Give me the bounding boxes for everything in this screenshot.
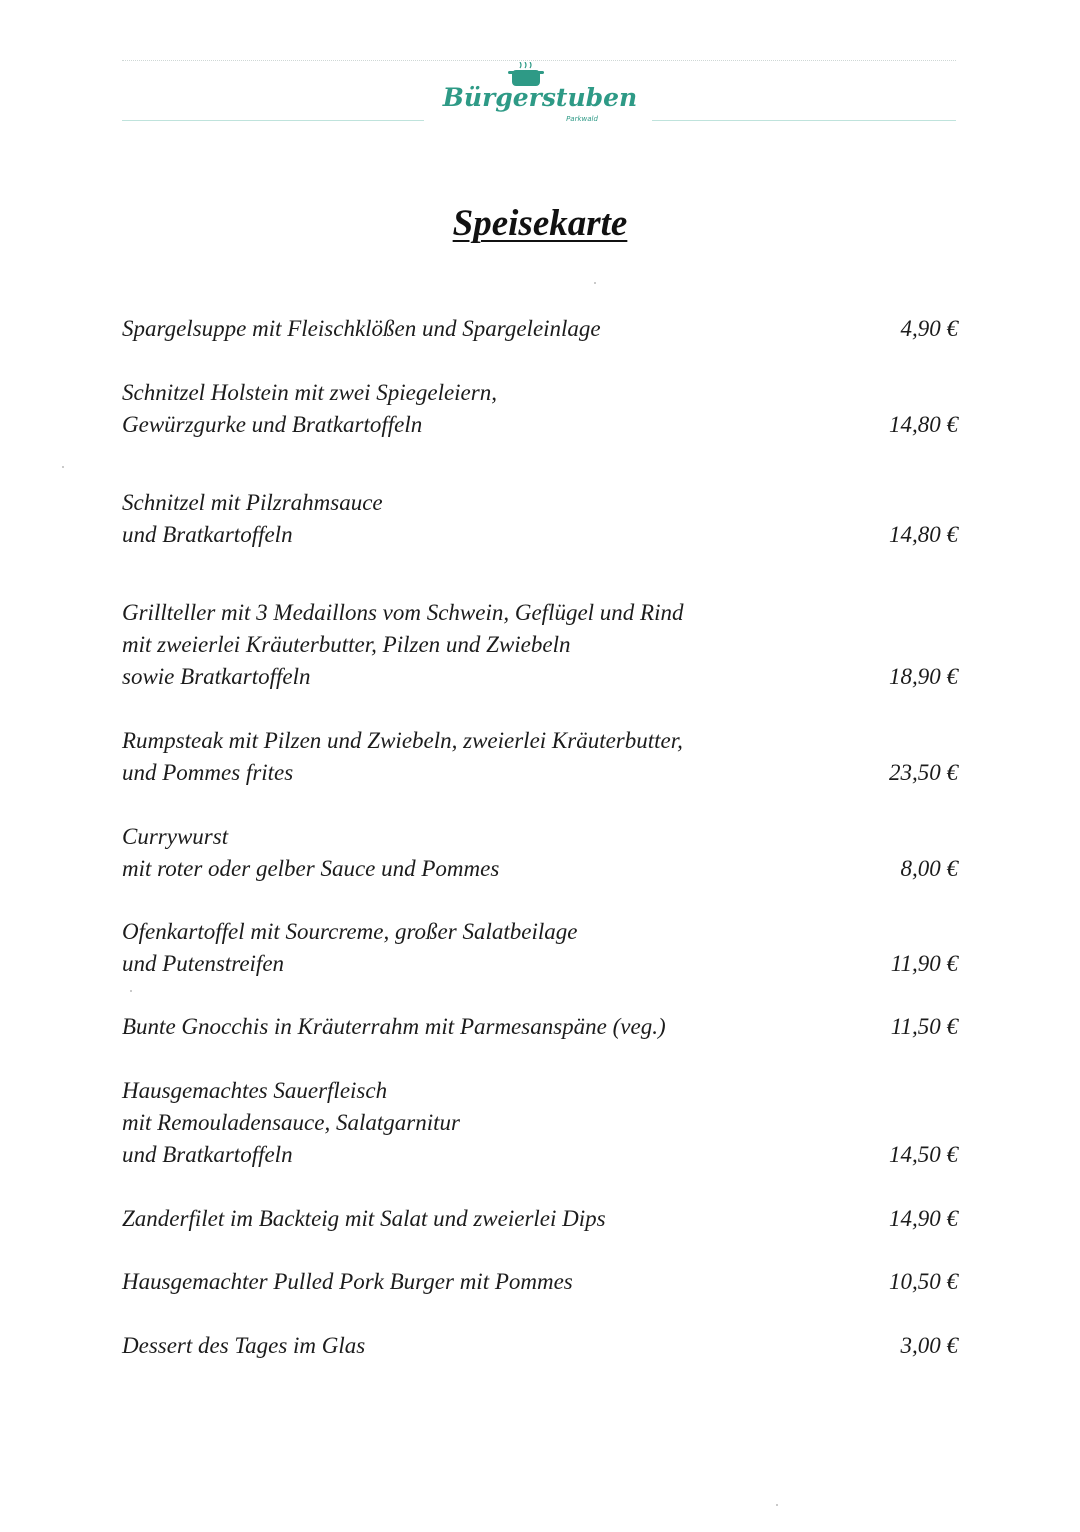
- menu-item-price: 4,90 €: [900, 316, 958, 341]
- logo-text: Bürgerstuben: [442, 83, 638, 112]
- menu-item-description: [122, 725, 822, 789]
- menu-item-description: [122, 1330, 822, 1362]
- scan-speck: [62, 466, 64, 468]
- menu-item-line: und Putenstreifen: [122, 951, 285, 976]
- menu-item-description: [122, 1011, 822, 1043]
- menu-item-price: 18,90 €: [889, 664, 958, 689]
- menu-item-line: und Bratkartoffeln: [122, 1142, 293, 1167]
- menu-item-price: 14,50 €: [889, 1142, 958, 1167]
- menu-item: [122, 1330, 958, 1362]
- menu-item-line: Grillteller mit 3 Medaillons vom Schwein, Geflügel und Rind: [122, 600, 684, 625]
- menu-item-price: 11,90 €: [890, 951, 958, 976]
- menu-item-description: [122, 1203, 822, 1235]
- menu-item-price: 14,80 €: [889, 412, 958, 437]
- menu-item-line: Hausgemachtes Sauerfleisch: [122, 1078, 388, 1103]
- menu-item-price: 14,90 €: [889, 1206, 958, 1231]
- scan-speck: [776, 1504, 778, 1506]
- menu-item-line: Rumpsteak mit Pilzen und Zwiebeln, zweierlei Kräuterbutter,: [122, 728, 683, 753]
- menu-item-line: Spargelsuppe mit Fleischklößen und Spargeleinlage: [122, 316, 601, 341]
- menu-item-line: mit Remouladensauce, Salatgarnitur: [122, 1110, 460, 1135]
- menu-item-description: [122, 313, 822, 345]
- scan-speck: [130, 990, 132, 992]
- menu-item-description: [122, 1075, 822, 1171]
- menu-item-line: mit roter oder gelber Sauce und Pommes: [122, 856, 500, 881]
- menu-item-line: sowie Bratkartoffeln: [122, 664, 311, 689]
- menu-item-description: [122, 1266, 822, 1298]
- menu-item: [122, 725, 958, 789]
- menu-item-line: und Bratkartoffeln: [122, 522, 293, 547]
- menu-item-line: Bunte Gnocchis in Kräuterrahm mit Parmesanspäne (veg.): [122, 1014, 666, 1039]
- menu-item-description: [122, 821, 822, 885]
- menu-item-description: [122, 377, 822, 441]
- menu-item-price: 3,00 €: [900, 1333, 958, 1358]
- menu-item-description: [122, 487, 822, 551]
- menu-item-line: Schnitzel Holstein mit zwei Spiegeleiern,: [122, 380, 497, 405]
- menu-item: [122, 377, 958, 441]
- scan-speck: [594, 282, 596, 284]
- page-title: Speisekarte: [452, 203, 628, 244]
- menu-item-line: Schnitzel mit Pilzrahmsauce: [122, 490, 383, 515]
- menu-item: [122, 821, 958, 885]
- menu-item-line: Gewürzgurke und Bratkartoffeln: [122, 412, 423, 437]
- menu-item-line: Dessert des Tages im Glas: [122, 1333, 366, 1358]
- menu-item-price: 8,00 €: [900, 856, 958, 881]
- menu-item-description: [122, 916, 822, 980]
- menu-item-line: Hausgemachter Pulled Pork Burger mit Pommes: [122, 1269, 573, 1294]
- menu-item-price: 14,80 €: [889, 522, 958, 547]
- menu-item: [122, 1011, 958, 1043]
- menu-item: [122, 1075, 958, 1171]
- menu-item: [122, 1266, 958, 1298]
- menu-item: [122, 313, 958, 345]
- menu-item-line: Zanderfilet im Backteig mit Salat und zweierlei Dips: [122, 1206, 606, 1231]
- menu-item: [122, 1203, 958, 1235]
- menu-item-description: [122, 597, 822, 693]
- header-left-rule: [122, 120, 424, 121]
- menu-item-line: Ofenkartoffel mit Sourcreme, großer Salatbeilage: [122, 919, 578, 944]
- menu-item-line: Currywurst: [122, 824, 229, 849]
- menu-item-line: mit zweierlei Kräuterbutter, Pilzen und Zwiebeln: [122, 632, 571, 657]
- menu-item-line: und Pommes frites: [122, 760, 294, 785]
- menu-item: [122, 597, 958, 693]
- pot-icon: [432, 62, 648, 128]
- logo-subtext: Parkwald: [566, 115, 598, 123]
- menu-item: [122, 916, 958, 980]
- menu-item-price: 10,50 €: [889, 1269, 958, 1294]
- header-right-rule: [652, 120, 956, 121]
- header-top-rule: [122, 60, 956, 61]
- menu-item-price: 23,50 €: [889, 760, 958, 785]
- menu-item: [122, 487, 958, 551]
- menu-item-price: 11,50 €: [890, 1014, 958, 1039]
- restaurant-logo: [432, 62, 648, 128]
